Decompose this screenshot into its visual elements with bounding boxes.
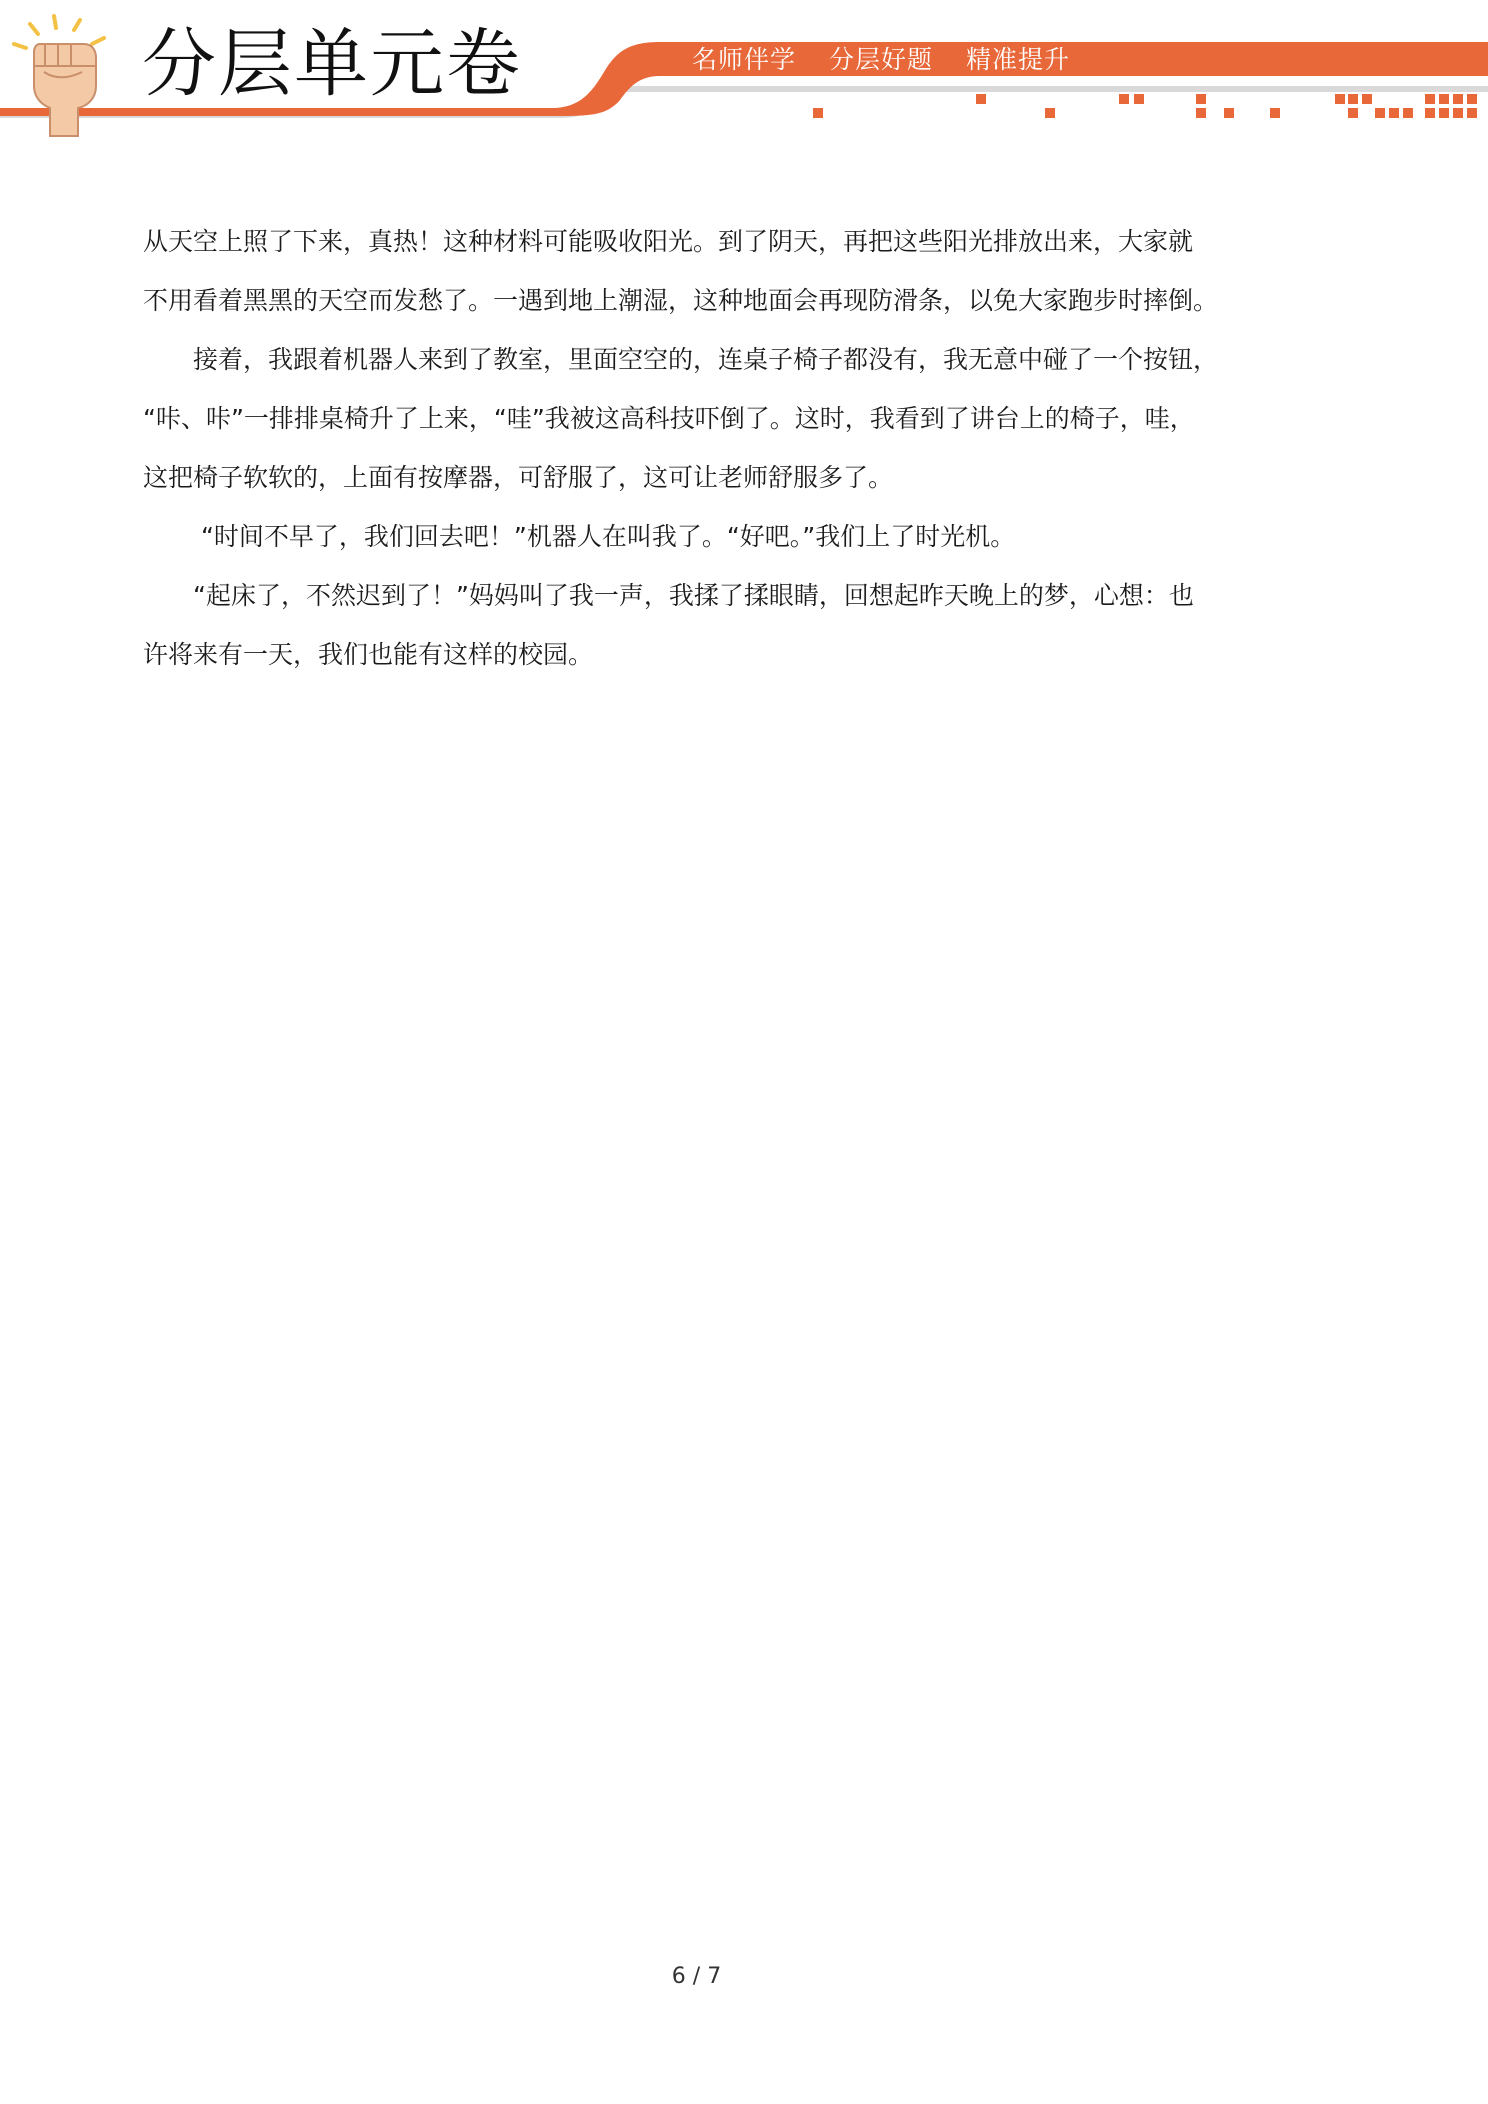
page-header — [0, 0, 1488, 140]
text-line: 许将来有一天，我们也能有这样的校园。 — [143, 640, 594, 669]
header-slogans — [692, 42, 1094, 78]
slogan-1: 名师伴学 — [692, 45, 797, 74]
text-line: “时间不早了，我们回去吧！”机器人在叫我了。“好吧。”我们上了时光机。 — [143, 522, 1016, 551]
text-line: 接着，我跟着机器人来到了教室，里面空空的，连桌子椅子都没有，我无意中碰了一个按钮， — [143, 345, 1219, 374]
slogan-3: 精准提升 — [965, 45, 1070, 74]
text-line: 不用看着黑黑的天空而发愁了。一遇到地上潮湿，这种地面会再现防滑条，以免大家跑步时摔倒。 — [143, 286, 1219, 315]
text-line: “起床了，不然迟到了！”妈妈叫了我一声，我揉了揉眼睛，回想起昨天晚上的梦，心想：也 — [143, 581, 1194, 610]
text-line: 从天空上照了下来，真热！这种材料可能吸收阳光。到了阴天，再把这些阳光排放出来，大家就 — [143, 227, 1194, 256]
text-line: “咔、咔”一排排桌椅升了上来，“哇”我被这高科技吓倒了。这时，我看到了讲台上的椅子，哇， — [143, 404, 1195, 433]
text-line: 这把椅子软软的，上面有按摩器，可舒服了，这可让老师舒服多了。 — [143, 463, 894, 492]
essay-text — [143, 212, 1243, 684]
fist-icon — [0, 0, 130, 140]
page-number: 6 / 7 — [671, 1964, 722, 1989]
decor-squares — [813, 94, 1477, 118]
slogan-2: 分层好题 — [828, 45, 933, 74]
brand-title: 分层单元卷 — [142, 21, 522, 107]
